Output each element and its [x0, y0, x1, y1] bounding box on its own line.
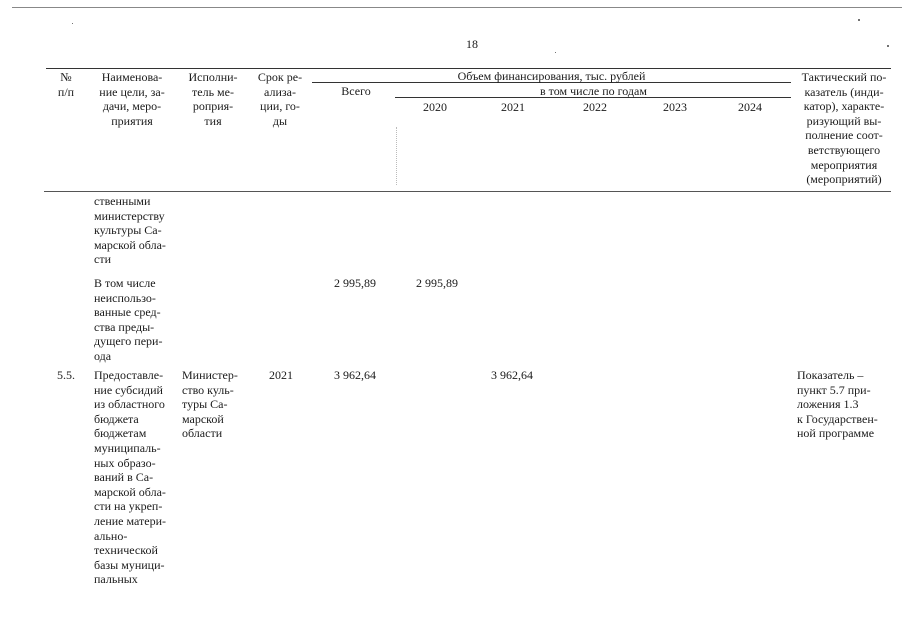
row-3-term: 2021 — [269, 368, 293, 382]
row-3-2021: 3 962,64 — [491, 368, 533, 382]
header-year-2021: 2021 — [501, 100, 525, 114]
header-year-2023: 2023 — [663, 100, 687, 114]
column-trace — [396, 127, 397, 185]
header-by-years: в том числе по годам — [540, 84, 647, 98]
row-2-total: 2 995,89 — [334, 276, 376, 290]
header-year-2022: 2022 — [583, 100, 607, 114]
header-total: Всего — [341, 84, 371, 98]
row-2-2020: 2 995,89 — [416, 276, 458, 290]
top-border — [12, 7, 902, 8]
row-2-name: В том числе неиспользо- ванные сред- ства преды- дущего пери- ода — [94, 276, 163, 363]
header-year-2020: 2020 — [423, 100, 447, 114]
header-year-2024: 2024 — [738, 100, 762, 114]
row-1-name: ственными министерству культуры Са- марской обла- сти — [94, 194, 166, 267]
header-indicator: Тактический по- казатель (инди- катор), характе- ризующий вы- полнение соот- ветствующего мероприятия (мероприятий) — [801, 70, 887, 187]
row-3-name: Предоставле- ние субсидий из областного бюджета бюджетам муниципаль- ных образо- ваний в Са- марской обла- сти на укреп- ление матери- ально- технической базы муници- пальных — [94, 368, 166, 587]
header-name: Наименова- ние цели, за- дачи, меро- приятия — [99, 70, 165, 128]
header-num: № п/п — [57, 70, 75, 99]
header-executor: Исполни- тель ме- роприя- тия — [188, 70, 238, 128]
scan-speck — [555, 52, 556, 53]
header-funding: Объем финансирования, тыс. рублей — [457, 69, 646, 83]
page-number: 18 — [466, 37, 478, 51]
scan-speck — [887, 45, 889, 47]
row-3-executor: Министер- ство куль- туры Са- марской области — [182, 368, 238, 441]
row-3-total: 3 962,64 — [334, 368, 376, 382]
row-3-indicator: Показатель – пункт 5.7 при- ложения 1.3 к Государствен- ной программе — [797, 368, 878, 441]
header-bottom-rule — [44, 191, 891, 192]
header-term: Срок ре- ализа- ции, го- ды — [257, 70, 303, 128]
scan-speck — [72, 23, 73, 24]
scan-speck — [858, 19, 860, 21]
row-3-num: 5.5. — [57, 368, 75, 382]
